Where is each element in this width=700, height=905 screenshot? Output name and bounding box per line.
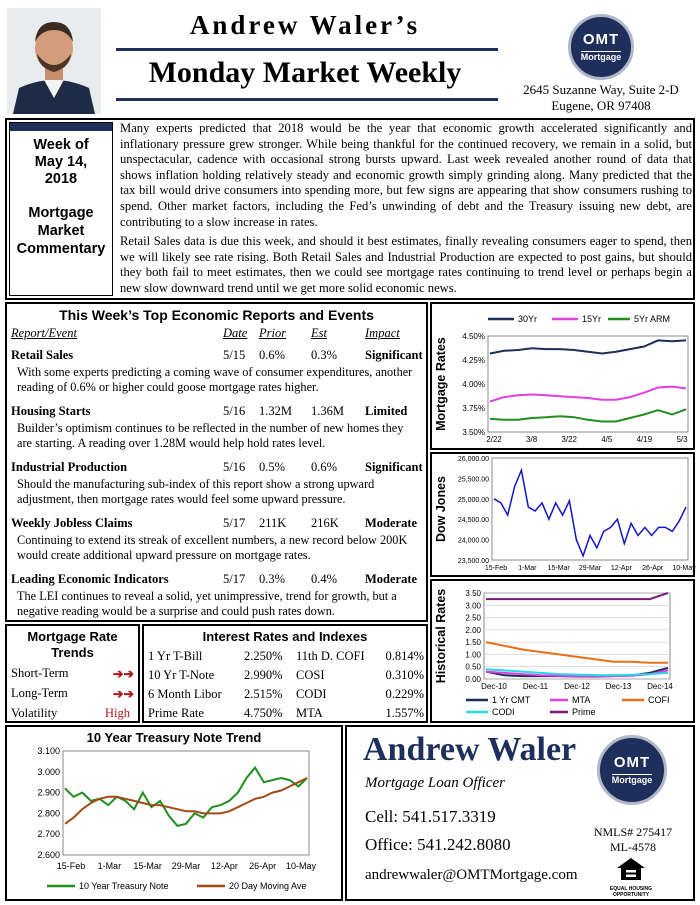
x-tick-label: 5/3	[676, 435, 688, 444]
x-tick-label: 10-May	[672, 565, 696, 572]
y-tick-label: 25,000.00	[457, 496, 489, 504]
volatility-value: High	[105, 706, 130, 720]
indexes-heading: Interest Rates and Indexes	[202, 629, 368, 644]
omt-logo	[568, 14, 634, 80]
contact-office[interactable]: Office: 541.242.8080	[365, 835, 511, 854]
report-row	[11, 572, 426, 628]
report-name: Weekly Jobless Claims	[11, 516, 133, 530]
index-name: 11th D. COFI	[296, 649, 365, 663]
col-prior: Prior	[259, 326, 287, 340]
commentary-paragraph-1: Many experts predicted that 2018 would be the year that economic growth accelerated significantly and inflationary pressure grew stronger. While being thankful for the continued recovery, we remain in a solid, but unspectacular, cadence with occasional strong bursts upward. Last week revealed another round of data that shows inflation holding relatively steady and economic growth simply grinding along. Many predicted that the tax bill would drive consumers into spending more, but few signs are appearing that show consumers rushing to spend. Other market factors, including the Fed’s unwinding of debt and the Treasury issuing new debt, are contributing to a slow increase in rates.	[120, 121, 692, 229]
x-tick-label: 1-Mar	[97, 861, 122, 871]
y-axis-label: Mortgage Rates	[434, 337, 448, 431]
report-description: With some experts predicting a coming wave of consumer expenditures, another reading of 0.6% or higher could goose mortgage rates higher.	[17, 365, 413, 394]
x-tick-label: 4/5	[601, 435, 613, 444]
commentary-sidebar	[9, 122, 113, 296]
commentary-paragraph-2: Retail Sales data is due this week, and should it best estimates, finally revealing consumers eager to spend, then we will likely see rate rising. Both Retail Sales and Industrial Production are expected to post gains, but should they both fail to meet estimates, then we could see mortgage rates continuing to trend level or perhaps begin a new slow downward trend until we get more solid economic news.	[120, 234, 692, 295]
title-rule-bottom	[116, 98, 498, 101]
report-prior: 0.5%	[259, 460, 286, 474]
x-tick-label: 15-Feb	[484, 565, 508, 572]
y-axis-label: Dow Jones	[434, 476, 448, 542]
y-tick-label: 24,000.00	[457, 537, 489, 545]
x-tick-label: 15-Mar	[133, 861, 162, 871]
y-tick-label: 26,000.00	[457, 456, 489, 463]
report-name: Housing Starts	[11, 404, 91, 418]
x-tick-label: 3/22	[561, 435, 577, 444]
trend-label: Short-Term	[11, 666, 69, 680]
y-tick-label: 0.00	[465, 675, 481, 684]
treasury-panel	[5, 725, 343, 901]
mortgage-rates-chart	[432, 304, 693, 448]
address-line1: 2645 Suzanne Way, Suite 2-D	[523, 82, 679, 97]
index-value: 2.990%	[244, 668, 283, 682]
y-tick-label: 23,500.00	[457, 558, 489, 565]
index-value: 1.557%	[385, 706, 424, 720]
index-name: 10 Yr T-Note	[148, 668, 215, 682]
section-line1: Mortgage	[28, 205, 94, 221]
col-impact: Impact	[365, 326, 400, 340]
historical-rates-panel	[430, 579, 695, 723]
trends-heading-2: Trends	[51, 645, 94, 660]
week-date: May 14,	[34, 154, 88, 170]
x-tick-label: 26-Apr	[642, 565, 664, 572]
commentary-section	[5, 118, 695, 300]
address-line2: Eugene, OR 97408	[551, 98, 651, 113]
y-tick-label: 0.50	[465, 662, 481, 672]
report-row	[11, 404, 426, 460]
report-impact: Significant	[365, 460, 423, 474]
report-prior: 211K	[259, 516, 287, 530]
report-prior: 0.3%	[259, 572, 286, 586]
header	[0, 0, 700, 118]
report-impact: Significant	[365, 348, 423, 362]
x-tick-label: Dec-12	[564, 682, 590, 691]
report-est: 216K	[311, 516, 339, 530]
y-tick-label: 25,500.00	[457, 476, 489, 484]
indexes-section	[142, 624, 428, 723]
y-tick-label: 4.00%	[462, 380, 485, 389]
chart-title: 10 Year Treasury Note Trend	[86, 730, 262, 745]
y-tick-label: 24,500.00	[457, 517, 489, 525]
index-value: 0.229%	[385, 687, 424, 701]
equal-housing-icon	[609, 857, 653, 899]
x-tick-label: 12-Apr	[610, 565, 632, 572]
x-tick-label: 29-Mar	[578, 565, 602, 572]
agent-portrait-icon	[7, 8, 101, 114]
trends-heading-1: Mortgage Rate	[27, 629, 118, 644]
y-axis-label: Historical Rates	[434, 588, 448, 684]
x-tick-label: 4/19	[636, 435, 653, 444]
x-tick-label: 15-Feb	[56, 861, 86, 871]
index-name: 1 Yr T-Bill	[148, 649, 203, 663]
y-tick-label: 2.00	[465, 625, 481, 635]
logo-top-text: OMT	[582, 31, 620, 48]
y-tick-label: 2.700	[37, 829, 60, 840]
plot-area	[484, 593, 670, 679]
index-value: 4.750%	[244, 706, 283, 720]
index-value: 0.814%	[385, 649, 424, 663]
report-impact: Moderate	[365, 572, 418, 586]
report-date: 5/17	[223, 572, 246, 586]
contact-email[interactable]: andrewwaler@OMTMortgage.com	[365, 867, 578, 883]
legend-label: 30Yr	[518, 314, 538, 324]
arrow-right-icon: ➔➔	[113, 687, 134, 701]
contact-role: Mortgage Loan Officer	[365, 775, 505, 791]
x-tick-label: 12-Apr	[210, 861, 238, 871]
report-description: Continuing to extend its streak of excellent numbers, a new record below 200K would create additional upward pressure on mortgage rates.	[17, 533, 408, 562]
legend-label: 5Yr ARM	[634, 314, 671, 324]
legend-label: Prime	[572, 707, 596, 717]
agent-photo	[7, 8, 101, 114]
report-est: 0.3%	[311, 348, 338, 362]
index-name: 6 Month Libor	[148, 687, 222, 701]
trend-label: Long-Term	[11, 686, 68, 700]
report-est: 1.36M	[311, 404, 344, 418]
legend-label: COFI	[648, 695, 670, 705]
nmls-number: NMLS# 275417	[593, 825, 673, 839]
y-tick-label: 1.50	[465, 638, 481, 648]
eho-line1: EQUAL HOUSING	[609, 886, 653, 892]
report-date: 5/16	[223, 460, 246, 474]
report-name: Retail Sales	[11, 348, 74, 362]
x-tick-label: 1-Mar	[518, 565, 537, 572]
y-tick-label: 2.50	[465, 613, 481, 623]
legend-label: 10 Year Treasury Note	[79, 881, 169, 891]
y-tick-label: 3.00	[465, 601, 481, 611]
logo-bottom-text: Mortgage	[580, 52, 622, 62]
legend-label: MTA	[572, 695, 591, 705]
x-tick-label: Dec-14	[647, 682, 673, 691]
contact-panel	[345, 725, 695, 901]
report-est: 0.6%	[311, 460, 338, 474]
trend-label: Volatility	[11, 706, 58, 720]
index-name: Prime Rate	[148, 706, 204, 720]
x-tick-label: Dec-10	[481, 682, 507, 691]
trends-section	[5, 624, 140, 723]
x-tick-label: 3/8	[526, 435, 538, 444]
house-icon	[616, 857, 646, 881]
report-prior: 1.32M	[259, 404, 292, 418]
report-name: Industrial Production	[11, 460, 128, 474]
col-est: Est	[311, 326, 327, 340]
report-row	[11, 348, 426, 404]
reports-heading: This Week’s Top Economic Reports and Events	[59, 307, 374, 323]
dow-jones-chart	[432, 454, 696, 575]
report-description: Builder’s optimism continues to be reflected in the number of new homes they are starting. A reading over 1.28M would help hold rates level.	[17, 421, 404, 450]
y-tick-label: 2.800	[37, 808, 60, 819]
week-year: 2018	[44, 171, 78, 187]
legend-label: 20 Day Moving Ave	[229, 881, 307, 891]
legend-label: 1 Yr CMT	[492, 695, 531, 705]
index-name: CODI	[296, 687, 327, 701]
newsletter-title: Monday Market Weekly	[148, 56, 462, 89]
y-tick-label: 2.900	[37, 787, 60, 798]
legend-label: CODI	[492, 707, 515, 717]
report-impact: Limited	[365, 404, 408, 418]
index-value: 2.515%	[244, 687, 283, 701]
historical-rates-chart	[432, 581, 693, 721]
col-date: Date	[223, 326, 248, 340]
section-line2: Market	[37, 223, 85, 239]
x-tick-label: 26-Apr	[249, 861, 277, 871]
contact-name: Andrew Waler	[363, 731, 577, 768]
ml-number: ML-4578	[610, 840, 656, 854]
section-label	[10, 204, 112, 258]
plot-area	[63, 751, 309, 855]
report-impact: Moderate	[365, 516, 418, 530]
week-label: Week of	[33, 137, 89, 153]
report-name: Leading Economic Indicators	[11, 572, 169, 586]
x-tick-label: 15-Mar	[547, 565, 570, 572]
report-date: 5/17	[223, 516, 246, 530]
reports-section	[5, 302, 428, 622]
col-event: Report/Event	[11, 326, 77, 340]
report-prior: 0.6%	[259, 348, 286, 362]
index-name: MTA	[296, 706, 323, 720]
logo-divider	[612, 774, 652, 775]
arrow-right-icon: ➔➔	[113, 667, 134, 681]
y-tick-label: 3.50%	[462, 428, 485, 437]
contact-cell[interactable]: Cell: 541.517.3319	[365, 807, 496, 826]
logo-bottom-text: Mortgage	[611, 775, 653, 785]
mortgage-rates-panel	[430, 302, 695, 450]
logo-divider	[581, 51, 621, 52]
x-tick-label: 10-May	[285, 861, 317, 871]
y-tick-label: 2.600	[37, 850, 60, 860]
report-date: 5/15	[223, 348, 246, 362]
report-description: Should the manufacturing sub-index of this report show a strong upward adjustment, then mortgage rates would feel some upward pressure.	[17, 477, 375, 506]
y-tick-label: 3.000	[37, 766, 60, 777]
report-description: The LEI continues to reveal a solid, yet unimpressive, trend for growth, but a negative reading would be a surprise and could push rates down.	[17, 589, 397, 618]
omt-logo	[597, 735, 667, 805]
x-tick-label: 29-Mar	[171, 861, 201, 871]
report-row	[11, 460, 426, 516]
report-date: 5/16	[223, 404, 246, 418]
y-tick-label: 3.75%	[462, 404, 485, 413]
x-tick-label: Dec-11	[522, 682, 549, 691]
y-tick-label: 4.25%	[462, 356, 485, 365]
treasury-chart	[7, 727, 341, 899]
dow-jones-panel	[430, 452, 695, 577]
trend-row-volatility	[11, 706, 136, 721]
x-tick-label: Dec-13	[605, 682, 632, 691]
x-tick-label: 2/22	[486, 435, 502, 444]
report-est: 0.4%	[311, 572, 338, 586]
index-name: COSI	[296, 668, 325, 682]
y-tick-label: 3.50	[465, 589, 481, 598]
section-line3: Commentary	[16, 241, 106, 257]
report-row	[11, 516, 426, 572]
y-tick-label: 4.50%	[462, 332, 485, 341]
index-value: 0.310%	[385, 668, 424, 682]
trend-row-long	[11, 686, 136, 701]
trend-row-short	[11, 666, 136, 681]
logo-top-text: OMT	[613, 754, 651, 771]
index-value: 2.250%	[244, 649, 283, 663]
week-block	[10, 137, 112, 188]
legend-label: 15Yr	[582, 314, 602, 324]
y-tick-label: 1.00	[465, 650, 481, 660]
y-tick-label: 3.100	[37, 746, 60, 756]
title-rule-top	[116, 48, 498, 51]
eho-line2: OPPORTUNITY	[612, 892, 650, 898]
name-title: Andrew Waler’s	[189, 10, 421, 40]
sidebar-top-bar	[10, 123, 112, 131]
